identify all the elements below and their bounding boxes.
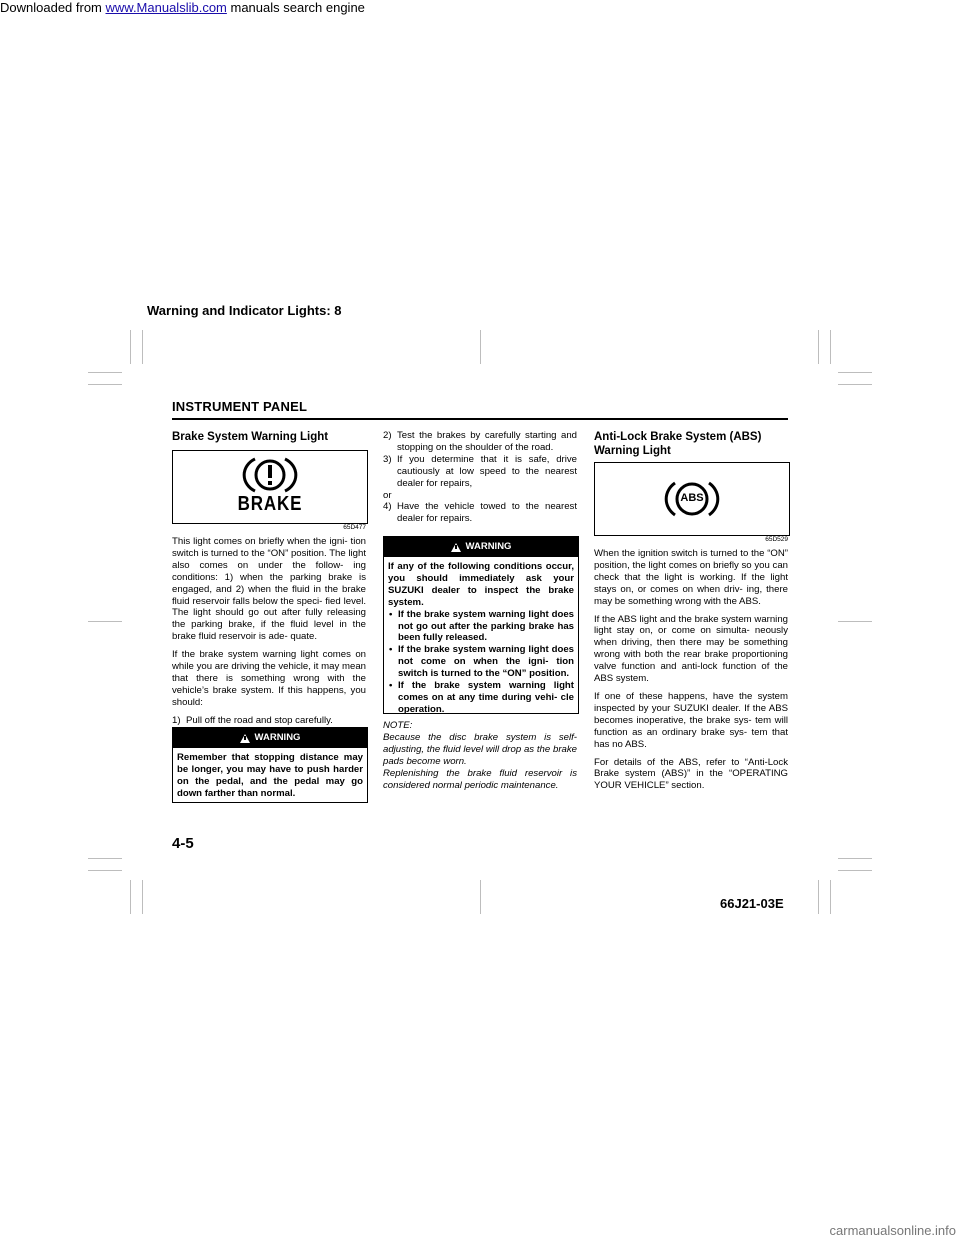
page-header-title: Warning and Indicator Lights: 8 bbox=[147, 303, 342, 318]
warning-conditions-list bbox=[388, 609, 574, 716]
brake-description bbox=[172, 536, 366, 727]
note-text: Because the disc brake system is self- adjusting, the fluid level will drop as the brake pads become worn. bbox=[383, 731, 577, 767]
abs-para-1: When the ignition switch is turned to the “ON” position, the light comes on briefly so you can check that the light is working. If the light stays on, or comes on when driv- ing, there may be something wrong with the ABS. bbox=[594, 548, 788, 607]
brake-warning-heading: Brake System Warning Light bbox=[172, 431, 329, 443]
section-title: INSTRUMENT PANEL bbox=[172, 399, 308, 414]
abs-para-4: For details of the ABS, refer to “Anti-Lock Brake system (ABS)” in the “OPERATING YOUR VEHICLE” section. bbox=[594, 756, 788, 792]
warning-condition: • If the brake system warning light comes on at any time during vehi- cle operation. bbox=[388, 680, 574, 716]
warning-box-stopping bbox=[172, 727, 368, 803]
abs-figure-code: 65D529 bbox=[765, 536, 788, 543]
page-number: 4-5 bbox=[172, 835, 194, 852]
abs-warning-heading: Anti-Lock Brake System (ABS) Warning Light bbox=[594, 431, 762, 457]
abs-description bbox=[594, 548, 788, 798]
warning-condition: • If the brake system warning light does not go out after the parking brake has been fully released. bbox=[388, 609, 574, 645]
abs-para-2: If the ABS light and the brake system warning light stay on, or come on simulta- neously when driving, then there may be something wrong with both the rear brake proportioning valve function and anti-lock function of the ABS system. bbox=[594, 613, 788, 685]
abs-light-figure bbox=[594, 462, 790, 536]
brake-step-2: 2) Test the brakes by carefully starting and stopping on the shoulder of the road. bbox=[383, 430, 577, 453]
site-watermark: carmanualsonline.info bbox=[829, 1223, 956, 1238]
note-label: NOTE: bbox=[383, 720, 413, 731]
brake-steps bbox=[383, 430, 577, 525]
brake-figure-label: BRAKE bbox=[237, 493, 303, 515]
warning-header: WARNING bbox=[384, 537, 578, 557]
brake-note bbox=[383, 720, 577, 791]
manualslib-link[interactable]: www.Manualslib.com bbox=[105, 0, 227, 15]
brake-step-4: 4) Have the vehicle towed to the nearest dealer for repairs. bbox=[383, 501, 577, 525]
download-watermark: Downloaded from www.Manualslib.com manuals search engine bbox=[0, 0, 365, 15]
warning-triangle-icon bbox=[451, 543, 461, 552]
warning-header: WARNING bbox=[173, 728, 367, 748]
abs-figure-label: ABS bbox=[680, 492, 704, 504]
brake-step-3: 3) If you determine that it is safe, drive cautiously at low speed to the nearest dealer for repairs, bbox=[383, 453, 577, 489]
brake-para-1: This light comes on briefly when the igni- tion switch is turned to the “ON” position. The light also comes on under the follow- ing conditions: 1) when the parking brake is engaged, and 2) when the fluid in the brake fluid reservoir falls below the speci- fied level. The light should go out after fully releasing the parking brake, if the fluid level in the brake fluid reservoir is ade- quate. bbox=[172, 536, 366, 643]
brake-para-2: If the brake system warning light comes on while you are driving the vehicle, it may mean that there is something wrong with the vehicle’s brake system. If this happens, you should: bbox=[172, 649, 366, 708]
brake-step-1: 1) Pull off the road and stop carefully. bbox=[172, 714, 333, 726]
warning-text: If any of the following conditions occur, you should immediately ask your SUZUKI dealer to inspect the brake system. • If the brake system warning light does not go out after the parking brake has been fully released. • If the brake system warning light does not come on when the igni- tion switch is turned to the “ON” position. • If the brake system warning light comes on at any time during vehi- cle operation. bbox=[384, 557, 578, 719]
or-text: or bbox=[383, 489, 392, 501]
warning-condition: • If the brake system warning light does not come on when the igni- tion switch is turned to the “ON” position. bbox=[388, 644, 574, 680]
header-rule bbox=[172, 418, 788, 420]
document-code: 66J21-03E bbox=[720, 896, 784, 911]
abs-para-3: If one of these happens, have the system inspected by your SUZUKI dealer. If the ABS becomes inoperative, the brake sys- tem will function as an ordinary brake sys- tem that has no ABS. bbox=[594, 690, 788, 750]
brake-light-figure bbox=[172, 450, 368, 524]
warning-triangle-icon bbox=[240, 734, 250, 743]
warning-box-inspect bbox=[383, 536, 579, 714]
brake-figure-code: 65D477 bbox=[343, 524, 366, 531]
note-text-2: Replenishing the brake fluid reservoir is considered normal periodic maintenance. bbox=[383, 767, 577, 791]
warning-text: Remember that stopping distance may be longer, you may have to push harder on the pedal, and the pedal may go down farther than normal. bbox=[177, 752, 363, 799]
